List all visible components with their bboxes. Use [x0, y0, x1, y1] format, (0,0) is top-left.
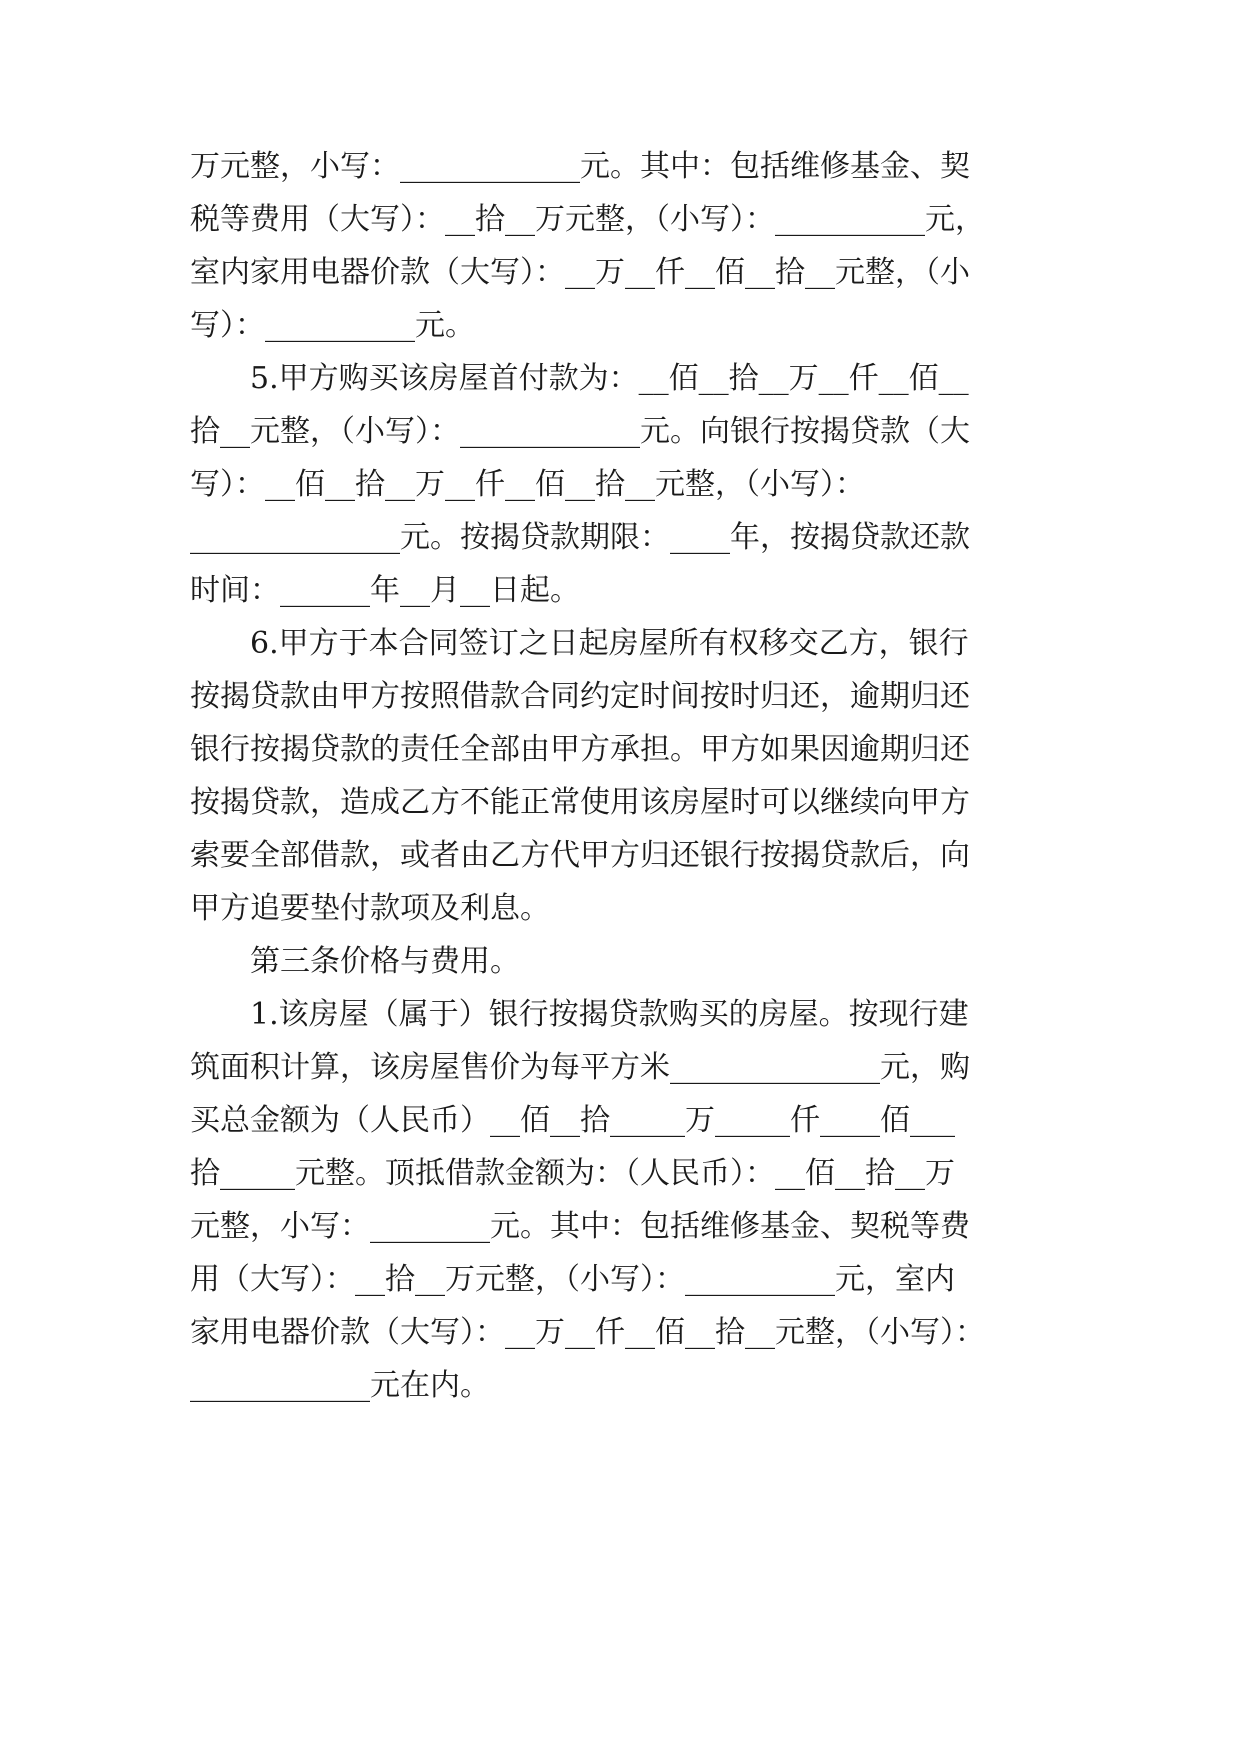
text-line: 写）：__________元。 [190, 308, 475, 343]
text-line: 室内家用电器价款（大写）：__万__仟__佰__拾__元整，（小 [190, 255, 970, 290]
text-line: 银行按揭贷款的责任全部由甲方承担。甲方如果因逾期归还 [190, 732, 970, 767]
text-line: 家用电器价款（大写）：__万__仟__佰__拾__元整，（小写）： [190, 1315, 985, 1350]
text-line: 拾_____元整。顶抵借款金额为：（人民币）：__佰__拾__万 [190, 1156, 955, 1191]
paragraph-start-6: 6.甲方于本合同签订之日起房屋所有权移交乙方，银行 [250, 626, 969, 661]
text-line: 甲方追要垫付款项及利息。 [190, 891, 550, 926]
text-line: 筑面积计算，该房屋售价为每平方米______________元，购 [190, 1050, 970, 1085]
text-line: 万元整，小写：____________元。其中：包括维修基金、契 [190, 149, 970, 184]
text-line: 买总金额为（人民币）__佰__拾_____万_____仟____佰___ [190, 1103, 955, 1138]
text-line: 索要全部借款，或者由乙方代甲方归还银行按揭贷款后，向 [190, 838, 970, 873]
section-heading: 第三条价格与费用。 [250, 944, 520, 979]
text-line: 拾__元整，（小写）：____________元。向银行按揭贷款（大 [190, 414, 970, 449]
text-line: 税等费用（大写）：__拾__万元整，（小写）：__________元， [190, 202, 985, 237]
text-line: 元整，小写：________元。其中：包括维修基金、契税等费 [190, 1209, 970, 1244]
text-line: 写）：__佰__拾__万__仟__佰__拾__元整，（小写）： [190, 467, 865, 502]
text-line: ____________元在内。 [190, 1368, 490, 1403]
text-line: ______________元。按揭贷款期限：____年，按揭贷款还款 [190, 520, 970, 555]
text-line: 按揭贷款由甲方按照借款合同约定时间按时归还，逾期归还 [190, 679, 970, 714]
text-line: 时间：______年__月__日起。 [190, 573, 580, 608]
text-line: 按揭贷款，造成乙方不能正常使用该房屋时可以继续向甲方 [190, 785, 970, 820]
text-line: 用（大写）：__拾__万元整，（小写）：__________元，室内 [190, 1262, 955, 1297]
paragraph-start-5: 5.甲方购买该房屋首付款为：__佰__拾__万__仟__佰__ [250, 361, 969, 396]
paragraph-start-1: 1.该房屋（属于）银行按揭贷款购买的房屋。按现行建 [250, 997, 969, 1032]
